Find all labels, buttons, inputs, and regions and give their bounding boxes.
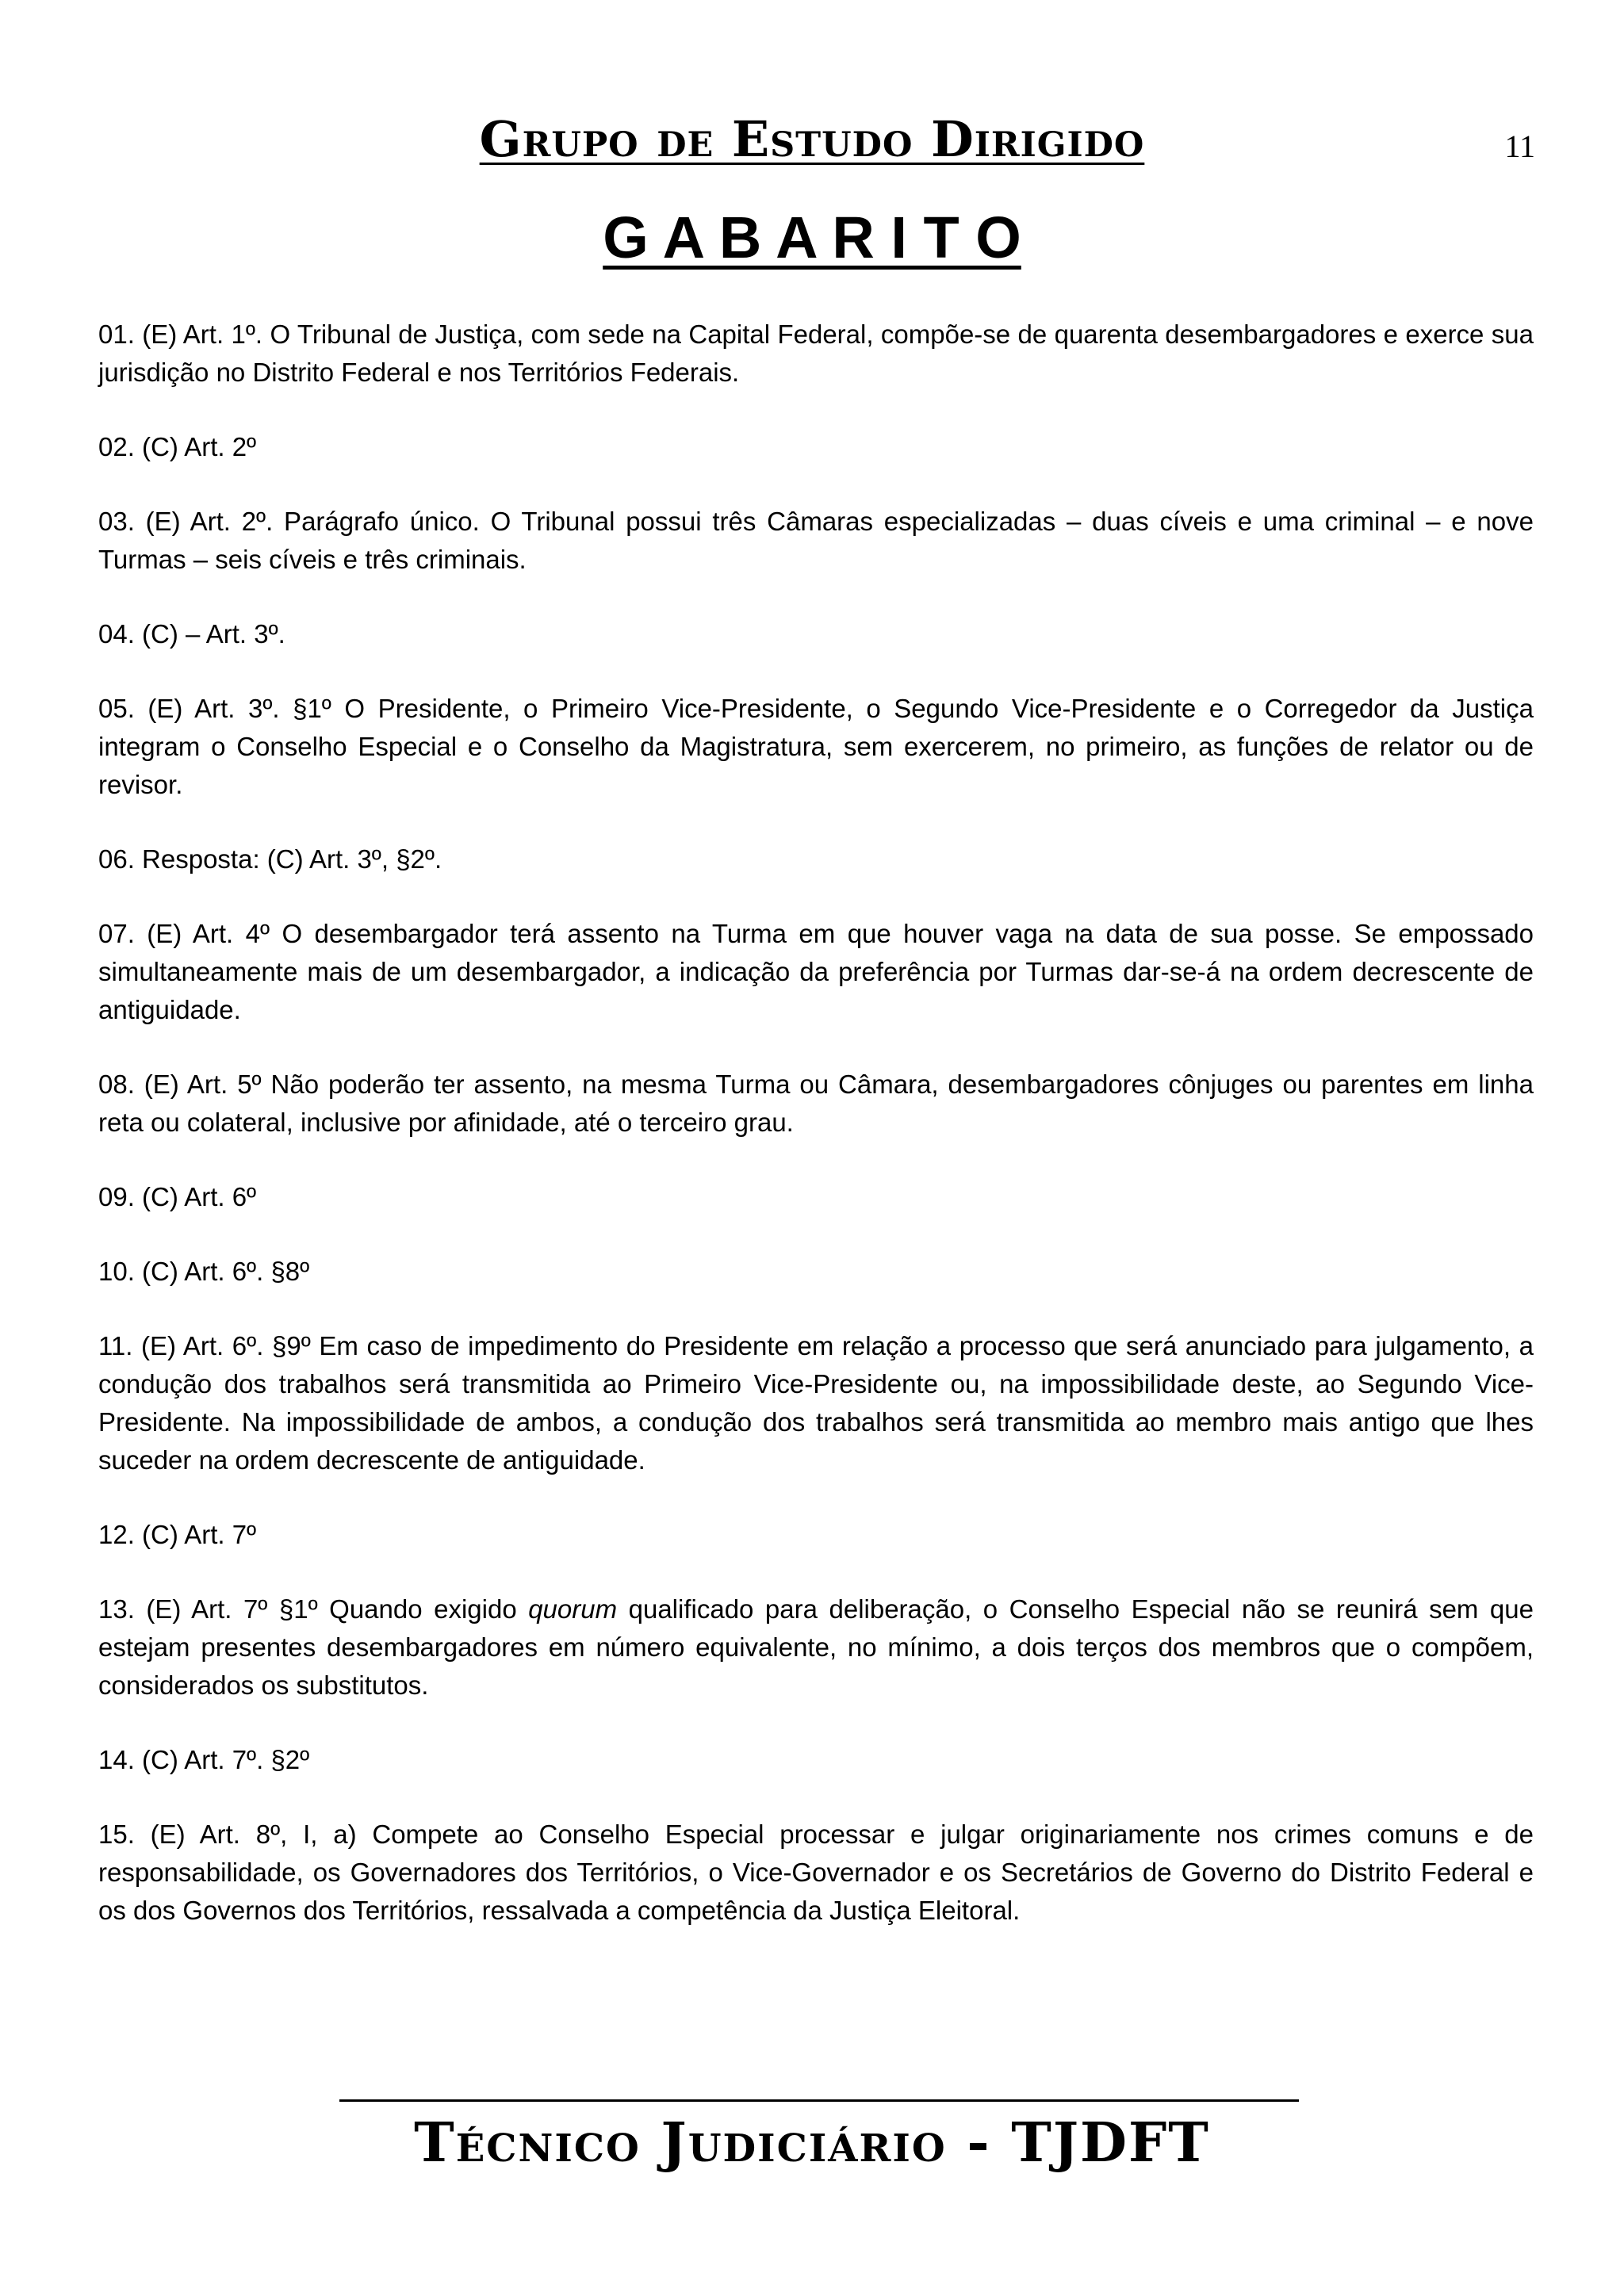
answer-item-10: 10. (C) Art. 6º. §8º bbox=[98, 1257, 310, 1286]
answer-list bbox=[98, 316, 1534, 1966]
answer-item-09: 09. (C) Art. 6º bbox=[98, 1182, 257, 1211]
answer-key-heading bbox=[0, 202, 1624, 274]
answer-item-12: 12. (C) Art. 7º bbox=[98, 1520, 257, 1549]
answer-item-08: 08. (E) Art. 5º Não poderão ter assento, na mesma Turma ou Câmara, desembargadores cônjuges ou parentes em linha reta ou colateral, inclusive por afinidade, até o terceiro grau. bbox=[98, 1070, 1534, 1137]
answer-key-heading-text: G A B A R I T O bbox=[603, 205, 1021, 270]
answer-item-03: 03. (E) Art. 2º. Parágrafo único. O Tribunal possui três Câmaras especializadas – duas cíveis e uma criminal – e nove Turmas – seis cíveis e três criminais. bbox=[98, 507, 1534, 574]
answer-item-01: 01. (E) Art. 1º. O Tribunal de Justiça, com sede na Capital Federal, compõe-se de quarenta desembargadores e exerce sua jurisdição no Distrito Federal e nos Territórios Federais. bbox=[98, 320, 1534, 387]
answer-item-02: 02. (C) Art. 2º bbox=[98, 432, 257, 461]
answer-item-11: 11. (E) Art. 6º. §9º Em caso de impedimento do Presidente em relação a processo que será anunciado para julgamento, a condução dos trabalhos será transmitida ao Primeiro Vice-Presidente ou, na impossibilidade deste, ao Segundo Vice-Presidente. Na impossibilidade de ambos, a condução dos trabalhos será transmitida ao membro mais antigo que lhes suceder na ordem decrescente de antiguidade. bbox=[98, 1331, 1534, 1475]
page-footer-title: Técnico Judiciário - TJDFT bbox=[414, 2111, 1210, 2175]
answer-item-05: 05. (E) Art. 3º. §1º O Presidente, o Primeiro Vice-Presidente, o Segundo Vice-Presidente e o Corregedor da Justiça integram o Conselho Especial e o Conselho da Magistratura, sem exercerem, no primeiro, as funções de relator ou de revisor. bbox=[98, 694, 1534, 799]
answer-13-text-after: qualificado para deliberação, o Conselho Especial não se reunirá sem que estejam presentes desembargadores em número equivalente, no mínimo, a dois terços dos membros que o compõem, considerados os substitutos. bbox=[98, 1594, 1534, 1700]
answer-13-italic-term: quorum bbox=[528, 1594, 618, 1624]
answer-13-text-before: 13. (E) Art. 7º §1º Quando exigido bbox=[98, 1594, 529, 1624]
page-number: 11 bbox=[1504, 128, 1535, 164]
footer-divider bbox=[339, 2099, 1299, 2102]
answer-item-04: 04. (C) – Art. 3º. bbox=[98, 619, 285, 649]
answer-item-06: 06. Resposta: (C) Art. 3º, §2º. bbox=[98, 844, 442, 874]
answer-item-07: 07. (E) Art. 4º O desembargador terá assento na Turma em que houver vaga na data de sua posse. Se empossado simultaneamente mais de um desembargador, a indicação da preferência por Turmas dar-se-á na ordem decrescente de antiguidade. bbox=[98, 919, 1534, 1024]
page-header-title bbox=[0, 108, 1624, 171]
answer-item-15: 15. (E) Art. 8º, I, a) Compete ao Conselho Especial processar e julgar originariamente nos crimes comuns e de responsabilidade, os Governadores dos Territórios, o Vice-Governador e os Secretários de Governo do Distrito Federal e os dos Governos dos Territórios, ressalvada a competência da Justiça Eleitoral. bbox=[98, 1820, 1534, 1925]
answer-item-14: 14. (C) Art. 7º. §2º bbox=[98, 1745, 310, 1774]
header-title-text: Grupo de Estudo Dirigido bbox=[479, 110, 1145, 168]
answer-item-13 bbox=[98, 1590, 1534, 1705]
